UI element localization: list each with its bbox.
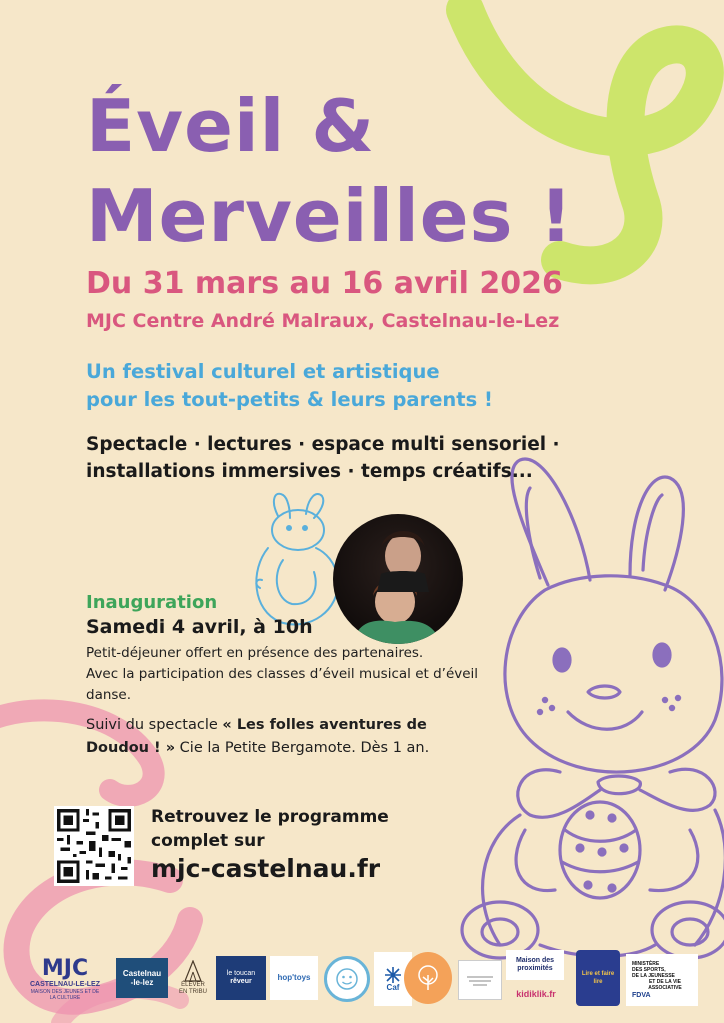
lire-faire-lire-logo	[576, 950, 620, 1006]
circle-partner-logo	[324, 956, 370, 1002]
show-title: « Les folles aventures de Doudou ! »	[86, 717, 427, 756]
caf-logo-name: Caf	[386, 983, 400, 992]
castelnau-logo-line2: -le-lez	[130, 978, 154, 987]
maison-logo-line2: proximités	[517, 965, 553, 972]
snowflake-icon	[384, 966, 402, 984]
show-company: Cie la Petite Bergamote. Dès 1 an.	[175, 740, 430, 756]
qr-code[interactable]	[54, 806, 134, 886]
tagline-line-2: pour les tout-petits & leurs parents !	[86, 388, 493, 411]
program-url-link[interactable]: mjc-castelnau.fr	[151, 854, 381, 883]
ministere-logo-line3: DE LA JEUNESSE	[632, 972, 675, 979]
teepee-icon	[183, 960, 203, 982]
ministere-logo	[626, 954, 698, 1006]
toucan-logo-line2: rêveur	[230, 978, 252, 985]
castelnau-logo	[116, 958, 168, 998]
inauguration-desc-3	[86, 714, 481, 760]
lire-logo-name: Lire et faire lire	[581, 971, 615, 985]
performers-photo	[333, 514, 463, 644]
festival-dates: Du 31 mars au 16 avril 2026	[86, 266, 563, 301]
partner-logos	[28, 948, 698, 1010]
white-partner-logo	[458, 960, 502, 1000]
ministere-logo-line1: MINISTÈRE	[632, 960, 660, 967]
ministere-logo-line2: DES SPORTS,	[632, 966, 666, 973]
program-line-1: Retrouvez le programme	[151, 807, 389, 827]
text-lines-icon	[465, 973, 495, 987]
inauguration-date: Samedi 4 avril, à 10h	[86, 616, 313, 638]
inauguration-label: Inauguration	[86, 592, 218, 613]
mjc-logo	[28, 948, 102, 1010]
hoptoys-logo-name: hop'toys	[277, 973, 311, 982]
mjc-logo-name: MJC	[41, 956, 89, 981]
tagline-line-1: Un festival culturel et artistique	[86, 360, 440, 383]
tree-logo	[404, 952, 452, 1004]
title-line-1: Éveil &	[86, 84, 376, 168]
title-line-2: Merveilles !	[86, 174, 574, 258]
tree-icon	[413, 963, 443, 993]
activities-line-1: Spectacle · lectures · espace multi sensoriel ·	[86, 434, 560, 455]
festival-venue: MJC Centre André Malraux, Castelnau-le-Lez	[86, 310, 560, 332]
elever-en-tribu-logo	[174, 950, 212, 1006]
mjc-logo-sub1: CASTELNAU-LE-LEZ	[30, 981, 100, 988]
hoptoys-logo	[270, 956, 318, 1000]
activities-line-2: installations immersives · temps créatifs...	[86, 461, 533, 482]
kidiklik-logo-name: kidiklik.fr	[516, 989, 556, 999]
elever-logo-line1: ÉLEVER	[181, 982, 205, 988]
toucan-reveur-logo	[216, 956, 266, 1000]
inauguration-desc-2: Avec la participation des classes d’éveil musical et d’éveil danse.	[86, 666, 479, 703]
mjc-logo-sub2: MAISON DES JEUNES ET DE LA CULTURE	[30, 989, 100, 1001]
fdva-logo: FDVA	[632, 991, 651, 999]
castelnau-logo-line1: Castelnau	[122, 969, 162, 978]
maison-logo-line1: Maison des	[515, 957, 555, 964]
show-intro: Suivi du spectacle	[86, 717, 218, 733]
kidiklik-logo	[504, 984, 568, 1004]
toucan-logo-line1: le toucan	[226, 970, 256, 977]
elever-logo-line2: EN TRIBU	[179, 989, 207, 995]
program-line-2: complet sur	[151, 831, 265, 851]
ministere-logo-line4: ET DE LA VIE ASSOCIATIVE	[648, 978, 682, 991]
maison-proximites-logo	[506, 950, 564, 980]
inauguration-desc-1: Petit-déjeuner offert en présence des partenaires.	[86, 645, 424, 661]
smiley-icon	[335, 967, 359, 991]
